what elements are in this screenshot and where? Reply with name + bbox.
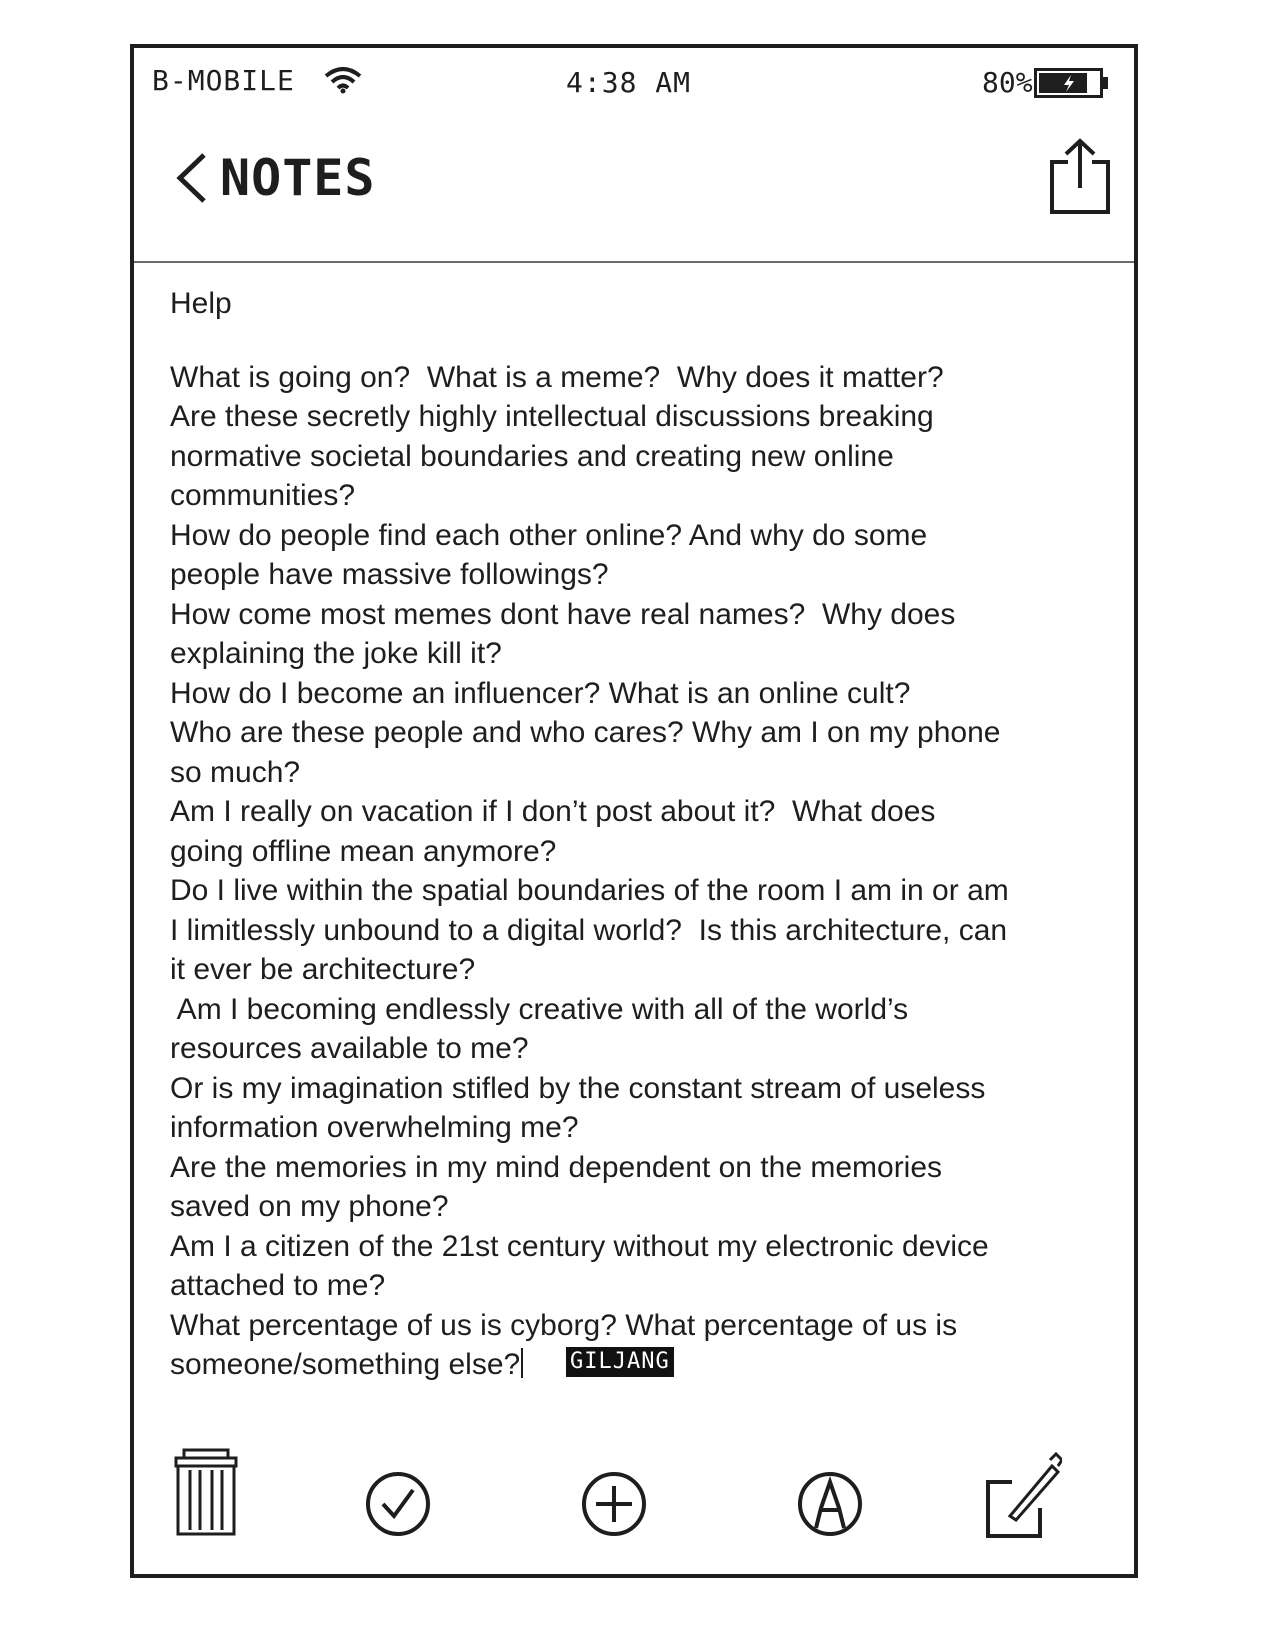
share-button[interactable] <box>1048 138 1112 214</box>
note-line: Who are these people and who cares? Why am I on my phone <box>170 716 1001 749</box>
delete-button[interactable] <box>170 1448 242 1538</box>
note-line: so much? <box>170 755 301 789</box>
plus-icon <box>578 1448 650 1538</box>
note-line: Are the memories in my mind dependent on the memories <box>170 1150 943 1184</box>
note-line: it ever be architecture? <box>170 953 476 986</box>
note-line: How come most memes dont have real names? Why does <box>170 597 956 631</box>
chevron-left-icon <box>170 151 214 205</box>
note-line: saved on my phone? <box>170 1190 449 1223</box>
back-button[interactable] <box>170 136 376 220</box>
note-line: How do I become an influencer? What is an online cult? <box>170 676 911 710</box>
note-line: information overwhelming me? <box>170 1111 579 1144</box>
note-line: people have massive followings? <box>170 558 609 591</box>
battery-level-fill <box>1039 73 1087 93</box>
markup-icon <box>794 1448 866 1538</box>
note-line: someone/something else? <box>170 1345 1090 1385</box>
trash-icon <box>170 1448 242 1538</box>
note-line: Am I really on vacation if I don’t post about it? What does <box>170 795 936 828</box>
checkmark-icon <box>362 1448 434 1538</box>
note-title: Help <box>170 287 232 320</box>
note-line: Am I becoming endlessly creative with all of the world’s <box>170 992 909 1026</box>
note-line: Or is my imagination stifled by the constant stream of useless <box>170 1071 986 1105</box>
note-line: What percentage of us is cyborg? What percentage of us is <box>170 1308 958 1342</box>
bottom-toolbar <box>134 1448 1134 1548</box>
note-line: Do I live within the spatial boundaries of the room I am in or am <box>170 874 1009 907</box>
compose-button[interactable] <box>982 1448 1062 1538</box>
note-text <box>170 358 1090 1385</box>
status-bar <box>134 48 1134 118</box>
notes-title: NOTES <box>220 149 376 207</box>
share-icon <box>1048 138 1112 214</box>
note-editor[interactable] <box>170 284 1090 1385</box>
battery-percent: 80% <box>982 66 1033 99</box>
note-line: What is going on? What is a meme? Why does it matter? <box>170 360 944 394</box>
note-line: explaining the joke kill it? <box>170 637 502 670</box>
note-line: How do people find each other online? And why do some <box>170 518 928 552</box>
navigation-bar <box>134 118 1134 263</box>
compose-icon <box>982 1448 1062 1538</box>
checklist-button[interactable] <box>362 1448 434 1538</box>
status-time: 4:38 AM <box>566 66 692 99</box>
markup-button[interactable] <box>794 1448 866 1538</box>
cursor-name-tag: GILJANG <box>566 1347 674 1377</box>
note-line: I limitlessly unbound to a digital world? Is this architecture, can <box>170 913 1008 947</box>
note-line: Am I a citizen of the 21st century without my electronic device <box>170 1229 989 1263</box>
battery-charging-icon <box>1034 68 1110 98</box>
wifi-icon <box>324 66 362 94</box>
carrier-name: B-MOBILE <box>152 64 295 97</box>
note-line: communities? <box>170 479 356 512</box>
note-line: resources available to me? <box>170 1032 529 1065</box>
phone-frame <box>130 44 1138 1578</box>
note-line: normative societal boundaries and creating new online <box>170 439 894 473</box>
note-line: attached to me? <box>170 1269 386 1302</box>
note-line: Are these secretly highly intellectual discussions breaking <box>170 400 934 433</box>
note-line: going offline mean anymore? <box>170 834 557 868</box>
add-button[interactable] <box>578 1448 650 1538</box>
text-cursor <box>521 1348 523 1378</box>
